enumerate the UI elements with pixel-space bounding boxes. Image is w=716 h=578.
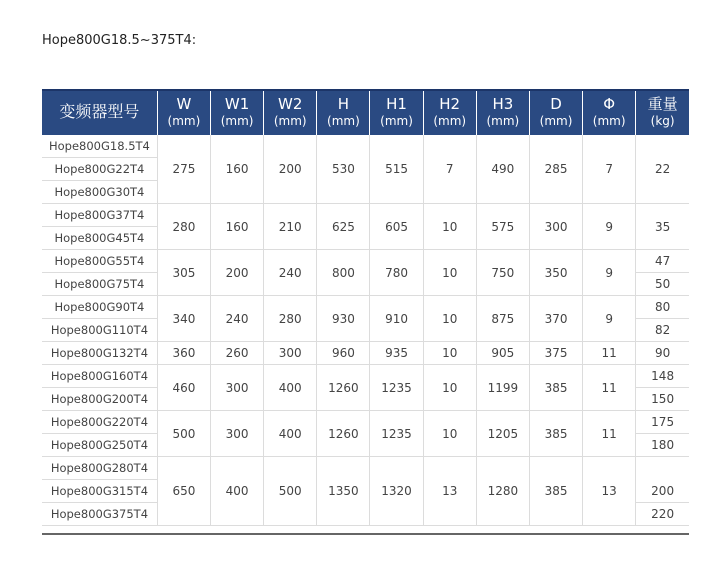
dimension-cell: 300 — [529, 204, 582, 250]
dimension-cell: 350 — [529, 250, 582, 296]
dimension-cell: 935 — [370, 342, 423, 365]
dimension-cell: 1350 — [317, 457, 370, 526]
dimension-cell: 1260 — [317, 365, 370, 411]
dimension-cell: 500 — [264, 457, 317, 526]
dimension-cell: 385 — [529, 457, 582, 526]
dimension-cell: 360 — [157, 342, 210, 365]
dimension-cell: 460 — [157, 365, 210, 411]
dimension-cell: 385 — [529, 411, 582, 457]
weight-cell: 180 — [636, 434, 689, 457]
model-cell: Hope800G315T4 — [42, 480, 157, 503]
dimension-cell: 375 — [529, 342, 582, 365]
dimension-cell: 305 — [157, 250, 210, 296]
weight-cell: 35 — [636, 204, 689, 250]
dimension-cell: 575 — [476, 204, 529, 250]
header-col-symbol: H3 — [492, 95, 514, 114]
header-col — [476, 89, 529, 135]
header-col — [423, 89, 476, 135]
header-col-unit: (mm) — [433, 113, 467, 128]
weight-cell: 148 — [636, 365, 689, 388]
weight-cell: 90 — [636, 342, 689, 365]
dimension-cell: 605 — [370, 204, 423, 250]
weight-cell: 47 — [636, 250, 689, 273]
dimension-cell: 10 — [423, 296, 476, 342]
dimension-cell: 905 — [476, 342, 529, 365]
weight-cell: 220 — [636, 503, 689, 526]
header-row — [42, 89, 689, 135]
table-row — [42, 411, 689, 434]
dimension-cell: 780 — [370, 250, 423, 296]
dimension-cell: 280 — [264, 296, 317, 342]
dimension-cell: 530 — [317, 135, 370, 204]
table-row — [42, 250, 689, 273]
header-col — [264, 89, 317, 135]
dimension-cell: 500 — [157, 411, 210, 457]
page-title: Hope800G18.5~375T4: — [42, 33, 197, 48]
dimension-cell: 10 — [423, 365, 476, 411]
dimension-cell: 9 — [583, 296, 636, 342]
header-col-unit: (mm) — [486, 113, 520, 128]
header-col — [583, 89, 636, 135]
dimension-cell: 240 — [211, 296, 264, 342]
dimension-cell: 7 — [423, 135, 476, 204]
table-row — [42, 365, 689, 388]
header-col — [317, 89, 370, 135]
dimension-cell: 10 — [423, 411, 476, 457]
model-cell: Hope800G280T4 — [42, 457, 157, 480]
dimension-cell: 1235 — [370, 411, 423, 457]
dimension-cell: 200 — [264, 135, 317, 204]
header-col-symbol: D — [550, 95, 562, 114]
dimension-cell: 1260 — [317, 411, 370, 457]
dimension-cell: 300 — [264, 342, 317, 365]
dimension-cell: 10 — [423, 250, 476, 296]
header-col-symbol: W1 — [224, 95, 250, 114]
spec-table-header — [42, 89, 689, 135]
dimension-cell: 340 — [157, 296, 210, 342]
model-cell: Hope800G75T4 — [42, 273, 157, 296]
table-row — [42, 296, 689, 319]
model-cell: Hope800G250T4 — [42, 434, 157, 457]
header-col — [529, 89, 582, 135]
dimension-cell: 300 — [211, 411, 264, 457]
header-top-rule — [42, 89, 689, 91]
dimension-cell: 7 — [583, 135, 636, 204]
header-col-unit: (mm) — [539, 113, 573, 128]
dimension-cell: 1205 — [476, 411, 529, 457]
dimension-cell: 210 — [264, 204, 317, 250]
header-col-symbol: H2 — [439, 95, 461, 114]
model-cell: Hope800G90T4 — [42, 296, 157, 319]
model-cell: Hope800G37T4 — [42, 204, 157, 227]
model-cell: Hope800G375T4 — [42, 503, 157, 526]
spec-table — [42, 89, 689, 526]
dimension-cell: 385 — [529, 365, 582, 411]
dimension-cell: 285 — [529, 135, 582, 204]
header-col-unit: (kg) — [650, 113, 675, 128]
table-row — [42, 204, 689, 227]
weight-cell: 175 — [636, 411, 689, 434]
dimension-cell: 11 — [583, 342, 636, 365]
dimension-cell: 930 — [317, 296, 370, 342]
dimension-cell: 400 — [211, 457, 264, 526]
model-cell: Hope800G22T4 — [42, 158, 157, 181]
model-cell: Hope800G18.5T4 — [42, 135, 157, 158]
model-cell: Hope800G132T4 — [42, 342, 157, 365]
dimension-cell: 750 — [476, 250, 529, 296]
dimension-cell: 9 — [583, 250, 636, 296]
model-cell: Hope800G110T4 — [42, 319, 157, 342]
header-col-unit: (mm) — [592, 113, 626, 128]
dimension-cell: 13 — [423, 457, 476, 526]
dimension-cell: 910 — [370, 296, 423, 342]
model-cell: Hope800G30T4 — [42, 181, 157, 204]
dimension-cell: 275 — [157, 135, 210, 204]
header-col-unit: (mm) — [327, 113, 360, 128]
dimension-cell: 10 — [423, 342, 476, 365]
model-cell: Hope800G55T4 — [42, 250, 157, 273]
dimension-cell: 1280 — [476, 457, 529, 526]
dimension-cell: 200 — [211, 250, 264, 296]
dimension-cell: 515 — [370, 135, 423, 204]
dimension-cell: 240 — [264, 250, 317, 296]
dimension-cell: 160 — [211, 135, 264, 204]
table-bottom-rule — [42, 533, 689, 535]
header-col — [636, 89, 689, 135]
header-col-symbol: 重量 — [647, 95, 678, 114]
dimension-cell: 9 — [583, 204, 636, 250]
dimension-cell: 400 — [264, 365, 317, 411]
dimension-cell: 1199 — [476, 365, 529, 411]
header-model: 变频器型号 — [42, 89, 157, 135]
weight-cell: 80 — [636, 296, 689, 319]
dimension-cell: 490 — [476, 135, 529, 204]
model-cell: Hope800G220T4 — [42, 411, 157, 434]
table-row — [42, 342, 689, 365]
dimension-cell: 800 — [317, 250, 370, 296]
header-col-symbol: W — [176, 95, 192, 114]
dimension-cell: 875 — [476, 296, 529, 342]
spec-table-body — [42, 135, 689, 526]
header-col-unit: (mm) — [220, 113, 254, 128]
weight-cell: 22 — [636, 135, 689, 204]
dimension-cell: 260 — [211, 342, 264, 365]
weight-cell: 200 — [636, 457, 689, 503]
dimension-cell: 400 — [264, 411, 317, 457]
dimension-cell: 625 — [317, 204, 370, 250]
header-col — [211, 89, 264, 135]
dimension-cell: 650 — [157, 457, 210, 526]
dimension-cell: 1320 — [370, 457, 423, 526]
dimension-cell: 160 — [211, 204, 264, 250]
dimension-cell: 1235 — [370, 365, 423, 411]
dimension-cell: 300 — [211, 365, 264, 411]
header-col-unit: (mm) — [380, 113, 413, 128]
dimension-cell: 960 — [317, 342, 370, 365]
dimension-cell: 11 — [583, 411, 636, 457]
header-col-symbol: W2 — [278, 95, 303, 114]
model-cell: Hope800G45T4 — [42, 227, 157, 250]
weight-cell: 50 — [636, 273, 689, 296]
model-cell: Hope800G160T4 — [42, 365, 157, 388]
table-row — [42, 135, 689, 158]
dimension-cell: 13 — [583, 457, 636, 526]
header-col-unit: (mm) — [167, 113, 201, 128]
model-cell: Hope800G200T4 — [42, 388, 157, 411]
header-col-symbol: H1 — [386, 95, 407, 114]
dimension-cell: 370 — [529, 296, 582, 342]
weight-cell: 150 — [636, 388, 689, 411]
header-col-symbol: Φ — [603, 95, 616, 114]
header-col-symbol: H — [337, 95, 350, 114]
dimension-cell: 11 — [583, 365, 636, 411]
header-col — [157, 89, 210, 135]
header-col — [370, 89, 423, 135]
weight-cell: 82 — [636, 319, 689, 342]
header-col-unit: (mm) — [273, 113, 307, 128]
table-row — [42, 457, 689, 480]
dimension-cell: 10 — [423, 204, 476, 250]
dimension-cell: 280 — [157, 204, 210, 250]
